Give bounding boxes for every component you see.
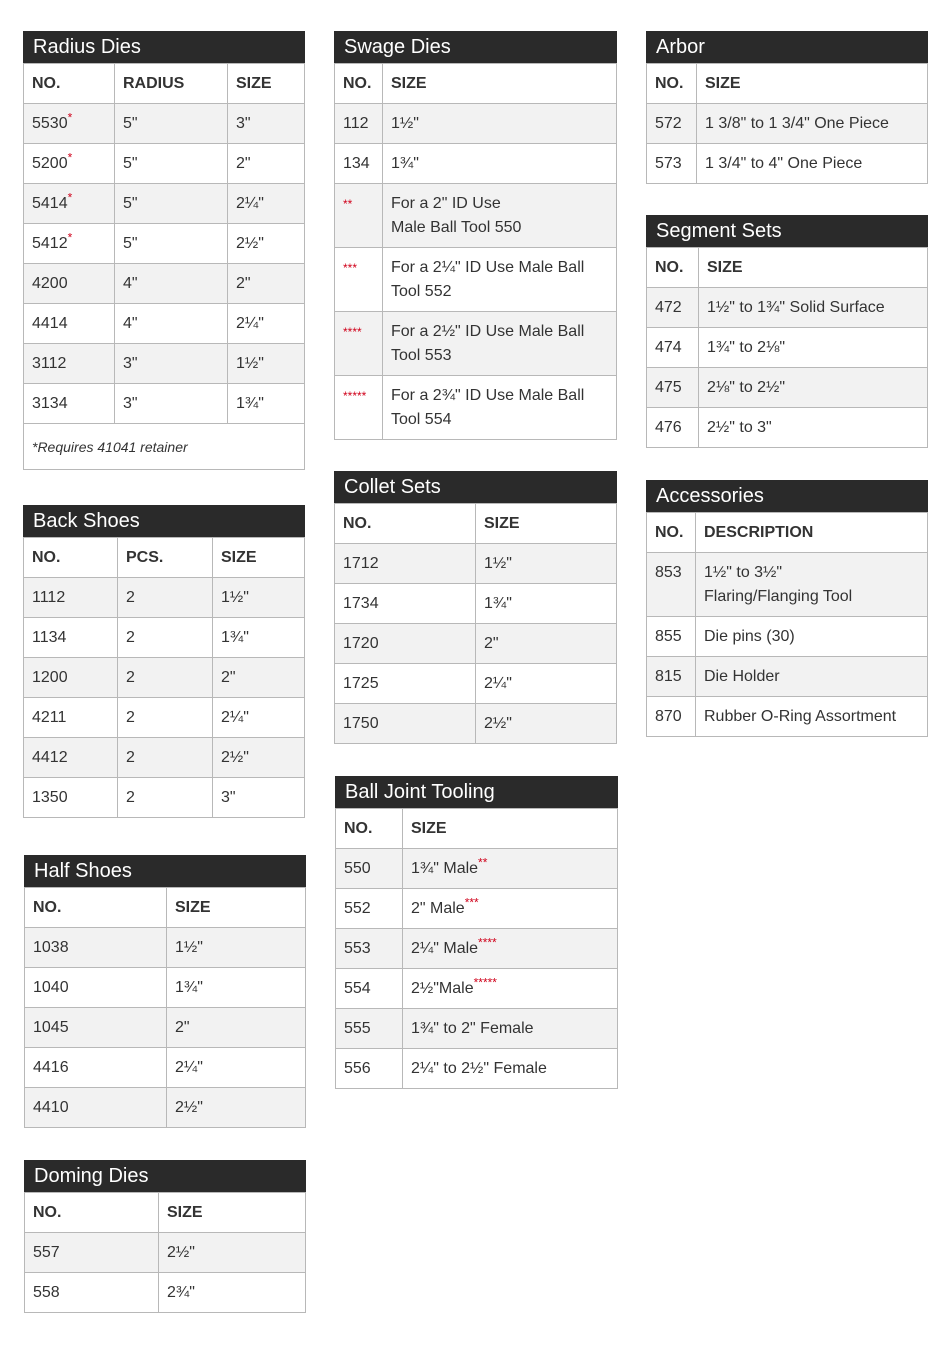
radius: 4": [115, 264, 228, 304]
ball-joint-tooling-title: Ball Joint Tooling: [335, 776, 618, 808]
size: 2¼": [476, 664, 617, 704]
col-size: SIZE: [403, 809, 618, 849]
table-row: [335, 376, 617, 440]
table-row: [24, 424, 305, 470]
item-no: 1045: [25, 1008, 167, 1048]
size: 1¾": [383, 144, 617, 184]
doming-dies-title: Doming Dies: [24, 1160, 306, 1192]
description: Die Holder: [696, 657, 928, 697]
size: 1¾" Male: [411, 859, 479, 877]
item-no: 1712: [335, 544, 476, 584]
size: 2": [476, 624, 617, 664]
size: 2": [213, 658, 305, 698]
table-row: [336, 969, 618, 1009]
item-no: 5414: [32, 194, 68, 212]
table-row: [335, 184, 617, 248]
size: 1¾" to 2" Female: [411, 1019, 534, 1037]
table-row: [647, 697, 928, 737]
size: 2½": [213, 738, 305, 778]
size: 2½": [228, 224, 305, 264]
pcs: 2: [118, 738, 213, 778]
footnote-mark: *: [67, 230, 73, 245]
pcs: 2: [118, 778, 213, 818]
item-no: 3112: [32, 354, 67, 372]
size: 2¼": [228, 184, 305, 224]
item-no: 4412: [24, 738, 118, 778]
item-no: 4414: [32, 314, 68, 332]
radius: 4": [115, 304, 228, 344]
table-row: [647, 617, 928, 657]
table-row: [25, 1008, 306, 1048]
col-no: NO.: [25, 1193, 159, 1233]
col-no: NO.: [336, 809, 403, 849]
table-row: [25, 968, 306, 1008]
col-size: SIZE: [699, 248, 928, 288]
item-no: 554: [336, 969, 403, 1009]
table-row: [24, 658, 305, 698]
table-row: [336, 889, 618, 929]
table-row: [647, 408, 928, 448]
size: 2¼" to 2½" Female: [411, 1059, 547, 1077]
item-no: 4211: [24, 698, 118, 738]
item-no: 552: [336, 889, 403, 929]
item-no: 1750: [335, 704, 476, 744]
item-no: 5412: [32, 234, 68, 252]
size: 2½": [159, 1233, 306, 1273]
col-pcs: PCS.: [118, 538, 213, 578]
col-no: NO.: [647, 64, 697, 104]
size: 1¾": [228, 384, 305, 424]
item-no: 1725: [335, 664, 476, 704]
table-row: [335, 704, 617, 744]
table-row: [335, 144, 617, 184]
size: 2¼": [167, 1048, 306, 1088]
table-row: [335, 624, 617, 664]
table-row: [336, 929, 618, 969]
table-row: [24, 344, 305, 384]
swage-dies-title: Swage Dies: [334, 31, 617, 63]
table-row: [24, 104, 305, 144]
doming-dies-table: [24, 1160, 306, 1313]
item-no: 1350: [24, 778, 118, 818]
col-size: SIZE: [476, 504, 617, 544]
radius: 5": [115, 104, 228, 144]
item-no: 550: [336, 849, 403, 889]
table-row: [24, 304, 305, 344]
size: 2": [228, 144, 305, 184]
radius: 5": [115, 224, 228, 264]
size: 2¼": [228, 304, 305, 344]
table-row: [335, 584, 617, 624]
table-row: [24, 738, 305, 778]
size: 1¾": [476, 584, 617, 624]
table-row: [24, 778, 305, 818]
size: 1 3/8" to 1 3/4" One Piece: [697, 104, 928, 144]
col-no: NO.: [24, 538, 118, 578]
table-row: [336, 1049, 618, 1089]
item-no: 1720: [335, 624, 476, 664]
size: 2½": [476, 704, 617, 744]
half-shoes-title: Half Shoes: [24, 855, 306, 887]
description: 1½" to 3½" Flaring/Flanging Tool: [696, 553, 928, 617]
table-row: [24, 144, 305, 184]
col-size: SIZE: [213, 538, 305, 578]
footnote-mark: *****: [335, 376, 383, 440]
collet-sets-table: [334, 471, 617, 744]
size: 1½": [167, 928, 306, 968]
item-no: 572: [647, 104, 697, 144]
size: 2½" to 3": [699, 408, 928, 448]
table-row: [25, 1048, 306, 1088]
item-no: 557: [25, 1233, 159, 1273]
pcs: 2: [118, 578, 213, 618]
footnote-mark: **: [478, 855, 488, 870]
col-no: NO.: [647, 248, 699, 288]
item-no: 1112: [24, 578, 118, 618]
col-description: DESCRIPTION: [696, 513, 928, 553]
accessories-table: [646, 480, 928, 737]
size: 2½"Male: [411, 979, 474, 997]
table-row: [647, 368, 928, 408]
radius-dies-table: [23, 31, 305, 470]
table-row: [24, 184, 305, 224]
item-no: 853: [647, 553, 696, 617]
swage-dies-table: [334, 31, 617, 440]
footnote-mark: ***: [335, 248, 383, 312]
size: 1½": [213, 578, 305, 618]
item-no: 5530: [32, 114, 68, 132]
table-row: [647, 328, 928, 368]
footnote-mark: ***: [464, 895, 479, 910]
item-no: 556: [336, 1049, 403, 1089]
size: 2¾": [159, 1273, 306, 1313]
radius: 5": [115, 144, 228, 184]
table-row: [335, 312, 617, 376]
table-row: [25, 1273, 306, 1313]
size: 2": [228, 264, 305, 304]
footnote-mark: *: [67, 110, 73, 125]
size: 3": [213, 778, 305, 818]
footnote-mark: ****: [335, 312, 383, 376]
pcs: 2: [118, 698, 213, 738]
footnote-mark: ****: [478, 935, 497, 950]
size: 3": [228, 104, 305, 144]
half-shoes-table: [24, 855, 306, 1128]
col-size: SIZE: [167, 888, 306, 928]
table-row: [647, 657, 928, 697]
size: For a 2¼" ID Use Male Ball Tool 552: [383, 248, 617, 312]
table-row: [25, 1088, 306, 1128]
retainer-note: *Requires 41041 retainer: [24, 424, 305, 470]
back-shoes-table: [23, 505, 305, 818]
col-size: SIZE: [159, 1193, 306, 1233]
segment-sets-table: [646, 215, 928, 448]
item-no: 553: [336, 929, 403, 969]
item-no: 4416: [25, 1048, 167, 1088]
item-no: 475: [647, 368, 699, 408]
size: 1¾": [167, 968, 306, 1008]
col-no: NO.: [335, 504, 476, 544]
table-row: [335, 664, 617, 704]
table-row: [24, 224, 305, 264]
table-row: [647, 288, 928, 328]
item-no: 3134: [32, 394, 68, 412]
size: For a 2" ID Use Male Ball Tool 550: [383, 184, 617, 248]
col-no: NO.: [335, 64, 383, 104]
table-row: [647, 144, 928, 184]
footnote-mark: *: [67, 150, 73, 165]
size: 1½": [476, 544, 617, 584]
size: 2¼" Male: [411, 939, 479, 957]
table-row: [335, 544, 617, 584]
item-no: 5200: [32, 154, 68, 172]
table-row: [24, 384, 305, 424]
description: Die pins (30): [696, 617, 928, 657]
item-no: 4410: [25, 1088, 167, 1128]
pcs: 2: [118, 658, 213, 698]
size: 2": [167, 1008, 306, 1048]
size: 1 3/4" to 4" One Piece: [697, 144, 928, 184]
size: For a 2¾" ID Use Male Ball Tool 554: [383, 376, 617, 440]
size: 2⅛" to 2½": [699, 368, 928, 408]
table-row: [25, 928, 306, 968]
segment-sets-title: Segment Sets: [646, 215, 928, 247]
item-no: 1200: [24, 658, 118, 698]
size: 2½": [167, 1088, 306, 1128]
arbor-title: Arbor: [646, 31, 928, 63]
size: 1¾": [213, 618, 305, 658]
arbor-table: [646, 31, 928, 184]
table-row: [647, 104, 928, 144]
item-no: 1038: [25, 928, 167, 968]
table-row: [25, 1233, 306, 1273]
size: 1½": [228, 344, 305, 384]
table-row: [335, 248, 617, 312]
item-no: 4200: [32, 274, 68, 292]
table-row: [24, 264, 305, 304]
radius: 3": [115, 384, 228, 424]
col-no: NO.: [647, 513, 696, 553]
item-no: 555: [336, 1009, 403, 1049]
item-no: 870: [647, 697, 696, 737]
back-shoes-title: Back Shoes: [23, 505, 305, 537]
footnote-mark: **: [335, 184, 383, 248]
radius: 3": [115, 344, 228, 384]
item-no: 112: [335, 104, 383, 144]
table-row: [335, 104, 617, 144]
table-row: [24, 578, 305, 618]
col-size: SIZE: [228, 64, 305, 104]
table-row: [24, 618, 305, 658]
accessories-title: Accessories: [646, 480, 928, 512]
item-no: 472: [647, 288, 699, 328]
item-no: 474: [647, 328, 699, 368]
size: 1½" to 1¾" Solid Surface: [699, 288, 928, 328]
item-no: 573: [647, 144, 697, 184]
item-no: 476: [647, 408, 699, 448]
col-size: SIZE: [383, 64, 617, 104]
item-no: 1134: [24, 618, 118, 658]
table-row: [336, 1009, 618, 1049]
pcs: 2: [118, 618, 213, 658]
size: 2¼": [213, 698, 305, 738]
radius-dies-title: Radius Dies: [23, 31, 305, 63]
size: 2" Male: [411, 899, 465, 917]
table-row: [24, 698, 305, 738]
col-no: NO.: [24, 64, 115, 104]
col-no: NO.: [25, 888, 167, 928]
footnote-mark: *: [67, 190, 73, 205]
description: Rubber O-Ring Assortment: [696, 697, 928, 737]
item-no: 558: [25, 1273, 159, 1313]
size: 1¾" to 2⅛": [699, 328, 928, 368]
item-no: 1734: [335, 584, 476, 624]
ball-joint-tooling-table: [335, 776, 618, 1089]
item-no: 134: [335, 144, 383, 184]
radius: 5": [115, 184, 228, 224]
col-radius: RADIUS: [115, 64, 228, 104]
item-no: 855: [647, 617, 696, 657]
size: 1½": [383, 104, 617, 144]
footnote-mark: *****: [473, 975, 497, 990]
size: For a 2½" ID Use Male Ball Tool 553: [383, 312, 617, 376]
item-no: 1040: [25, 968, 167, 1008]
item-no: 815: [647, 657, 696, 697]
table-row: [336, 849, 618, 889]
table-row: [647, 553, 928, 617]
col-size: SIZE: [697, 64, 928, 104]
collet-sets-title: Collet Sets: [334, 471, 617, 503]
